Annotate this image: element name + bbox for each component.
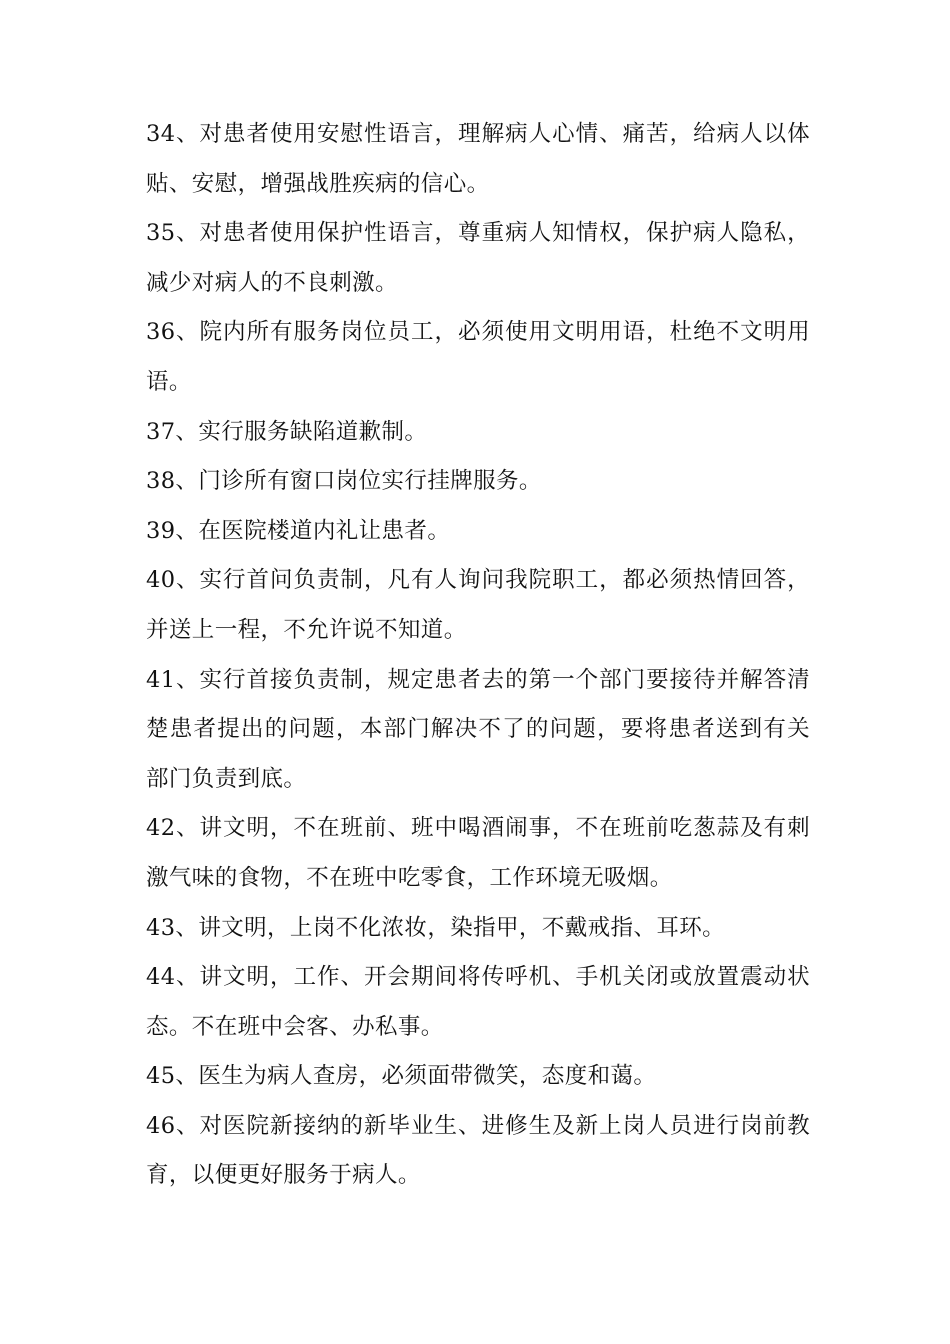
paragraph-38: 38、门诊所有窗口岗位实行挂牌服务。 — [146, 468, 542, 495]
paragraph-43: 43、讲文明，上岗不化浓妆，染指甲，不戴戒指、耳环。 — [146, 914, 726, 941]
paragraph-35: 35、对患者使用保护性语言，尊重病人知情权，保护病人隐私，减少对病人的不良刺激。 — [146, 220, 810, 296]
paragraph-40: 40、实行首问负责制，凡有人询问我院职工，都必须热情回答，并送上一程，不允许说不知道。 — [146, 567, 810, 643]
paragraph-34: 34、对患者使用安慰性语言，理解病人心情、痛苦，给病人以体贴、安慰，增强战胜疾病的信心。 — [146, 121, 810, 197]
paragraph-41: 41、实行首接负责制，规定患者去的第一个部门要接待并解答清楚患者提出的问题，本部门解决不了的问题，要将患者送到有关部门负责到底。 — [146, 666, 810, 792]
paragraph-42: 42、讲文明，不在班前、班中喝酒闹事，不在班前吃葱蒜及有刺激气味的食物，不在班中吃零食，工作环境无吸烟。 — [146, 815, 810, 891]
paragraph-39: 39、在医院楼道内礼让患者。 — [146, 517, 451, 544]
paragraph-37: 37、实行服务缺陷道歉制。 — [146, 418, 428, 445]
document-body — [146, 110, 810, 1201]
paragraph-36: 36、院内所有服务岗位员工，必须使用文明用语，杜绝不文明用语。 — [146, 319, 810, 395]
paragraph-45: 45、医生为病人查房，必须面带微笑，态度和蔼。 — [146, 1063, 657, 1090]
paragraph-46: 46、对医院新接纳的新毕业生、进修生及新上岗人员进行岗前教育，以便更好服务于病人。 — [146, 1112, 810, 1189]
paragraph-44: 44、讲文明，工作、开会期间将传呼机、手机关闭或放置震动状态。不在班中会客、办私事。 — [146, 964, 810, 1040]
